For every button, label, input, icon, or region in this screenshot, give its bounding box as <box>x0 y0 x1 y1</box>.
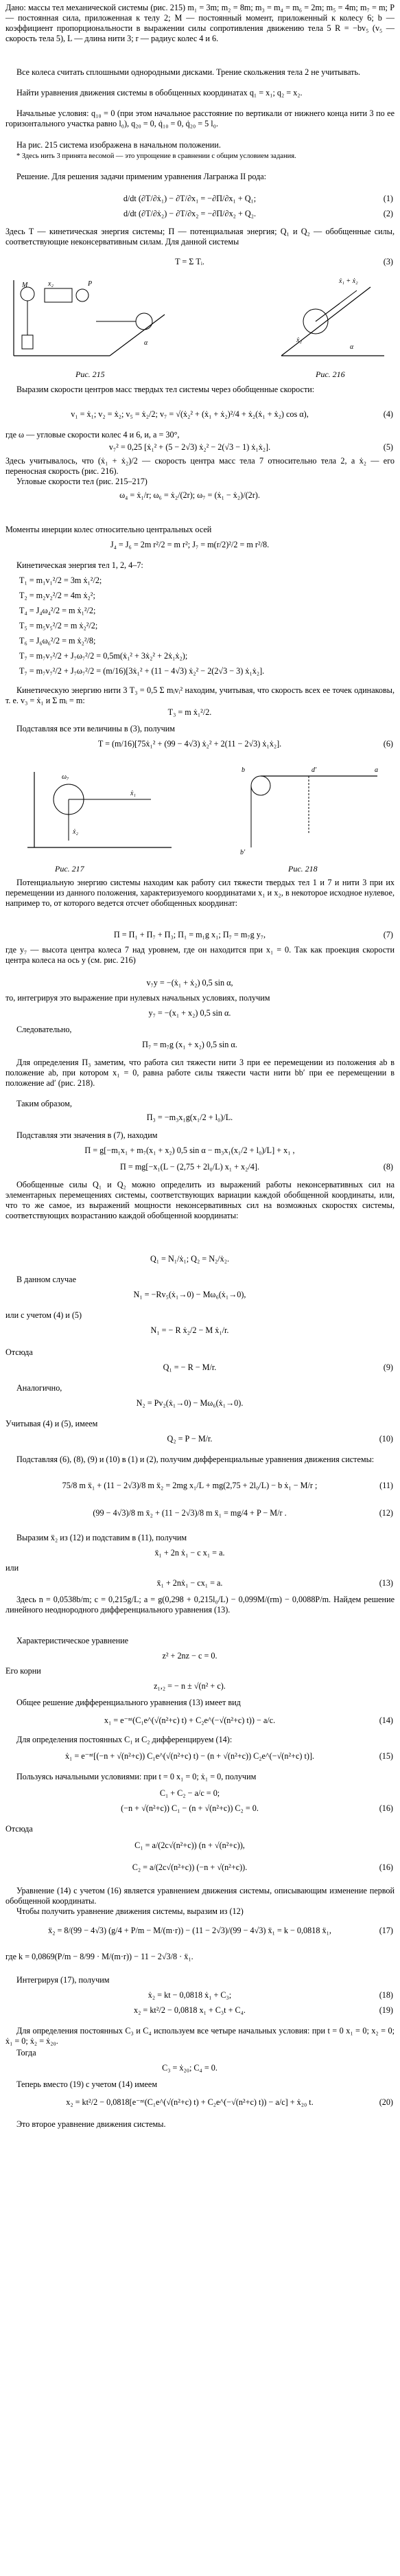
paragraph: Чтобы получить уравнение движения системы, выразим из (12) <box>16 1906 244 1916</box>
figure-caption: Рис. 216 <box>316 369 345 379</box>
svg-text:P: P <box>88 280 93 288</box>
equation: x₂ = kt²/2 − 0,0818[e⁻ⁿᵗ(C₁e^(√(n²+c) t) + C₂e^(−√(n²+c) t)) − a/c] + ẋ₂₀ t. <box>66 2097 314 2107</box>
equation-number: (7) <box>383 930 393 939</box>
equation: N₁ = − R ẋ₂/2 − M ẋ₁/r. <box>150 1325 229 1335</box>
problem-statement: Дано: массы тел механической системы (рис. 215) m₁ = 3m; m₂ = 8m; m₃ = m₄ = m₆ = 2m; m₅ = 4m; m₇ = m; P — постоянная сила, приложенная к телу 2; M — постоянный момент, приложенный к колесу 6; b — коэффициент пропорциональности в выражении силы сопротивления движению тела 5 R = −bv₅ (v₅ — скорость тела 5), L — длина нити 3; r — радиус колес 4 и 6. <box>5 3 395 43</box>
equation-number: (17) <box>379 1926 393 1935</box>
svg-text:ẋ₁ + ẋ₂: ẋ₁ + ẋ₂ <box>339 277 358 285</box>
figure-caption: Рис. 218 <box>288 864 318 874</box>
equation: T₇ = m₇v₇²/2 + J₇ω₇²/2 = (m/16)[3ẋ₁² + (11 − 4√3) ẋ₂² − 2(2√3 − 3) ẋ₁ẋ₂]. <box>19 666 265 676</box>
equation: T₅ = m₅v₅²/2 = m ẋ₂²/2; <box>19 621 98 630</box>
equation: y₇ = −(x₁ + x₂) 0,5 sin α. <box>148 1008 231 1018</box>
svg-text:M: M <box>22 282 28 289</box>
paragraph: Пользуясь начальными условиями: при t = 0 x₁ = 0; ẋ₁ = 0, получим <box>16 1772 257 1781</box>
equation: ẍ₂ = 8/(99 − 4√3) (g/4 + P/m − M/(m·r)) − (11 − 2√3)/(99 − 4√3) ẍ₁ = k − 0,0818 ẍ₁, <box>48 1926 331 1935</box>
equation: T₆ = J₆ω₆²/2 = m ẋ₂²/8; <box>19 636 96 646</box>
equation: ẋ₁ = e⁻ⁿᵗ[(−n + √(n²+c)) C₁e^(√(n²+c) t) − (n + √(n²+c)) C₂e^(−√(n²+c) t)]. <box>64 1751 315 1761</box>
equation: T₄ = J₄ω₄²/2 = m ẋ₁²/2; <box>19 606 96 615</box>
paragraph: или с учетом (4) и (5) <box>5 1310 82 1320</box>
svg-text:α: α <box>144 339 148 347</box>
equation: П = П₁ + П₇ + П₃; П₁ = m₁g x₁; П₇ = m₇g y₇, <box>113 930 266 939</box>
equation-number: (4) <box>383 409 393 419</box>
equation-number: (18) <box>379 1990 393 2000</box>
equation: П₃ = −m₃x₁g(x₁/2 + l₀)/L. <box>146 1113 233 1122</box>
paragraph: Отсюда <box>5 1824 33 1834</box>
svg-text:ẋ₁: ẋ₁ <box>130 790 136 797</box>
paragraph: Кинетическую энергию нити 3 T₃ = 0,5 Σ mᵢvᵢ² находим, учитывая, что скорость всех ее точек одинаковы, т. е. v₃ = ẋ₁ и Σ mᵢ = m: <box>5 685 395 705</box>
equation: J₄ = J₆ = 2m r²/2 = m r²; J₇ = m(r/2)²/2 = m r²/8. <box>110 540 270 549</box>
equation: C₃ = ẋ₂₀; C₄ = 0. <box>162 2063 217 2073</box>
svg-text:ω₇: ω₇ <box>62 773 69 781</box>
paragraph: Для определения постоянных C₁ и C₂ дифференцируем (14): <box>16 1735 233 1744</box>
footnote: * Здесь нить 3 принята весомой — это упрощение в сравнении с общим условием задания. <box>16 152 296 160</box>
equation: N₂ = Pv₂(ẋ₁→0) − Mω₆(ẋ₁→0). <box>136 1398 244 1408</box>
paragraph: Выразим ẍ₂ из (12) и подставим в (11), получим <box>16 1533 187 1542</box>
equation: (−n + √(n²+c)) C₁ − (n + √(n²+c)) C₂ = 0. <box>121 1803 259 1813</box>
equation: T₇ = m₇v₇²/2 + J₇ω₇²/2 = 0,5m(ẋ₁² + 3ẋ₂² + 2ẋ₁ẋ₂); <box>19 651 188 661</box>
equation: d/dt (∂T/∂ẋ₂) − ∂T/∂x₂ = −∂П/∂x₂ + Q₂. <box>123 209 256 218</box>
paragraph: В данном случае <box>16 1275 76 1284</box>
equation: П₇ = m₇g (x₁ + x₂) 0,5 sin α. <box>142 1040 237 1049</box>
paragraph: Обобщенные силы Q₁ и Q₂ можно определить из выражений работы неконсервативных сил на элементарных перемещениях системы, соответствующих вариации каждой обобщенной координаты, или, что то же самое, из выражений мощности неконсервативных сил на возможных скоростях системы, соответствующих возрастанию каждой обобщенной координаты: <box>5 1180 395 1220</box>
svg-text:ẋ₂: ẋ₂ <box>296 337 302 344</box>
equation: C₁ + C₂ − a/c = 0; <box>159 1788 220 1798</box>
equation: z₁,₂ = − n ± √(n² + c). <box>154 1681 226 1691</box>
figure-caption: Рис. 217 <box>55 864 84 874</box>
equation-number: (13) <box>379 1578 393 1588</box>
equation: x₁ = e⁻ⁿᵗ(C₁e^(√(n²+c) t) + C₂e^(−√(n²+c) t)) − a/c. <box>104 1716 276 1725</box>
equation: П = mg[−x₁(L − (2,75 + 2l₀/L) x₁ + x₂/4]. <box>120 1162 259 1172</box>
paragraph: Его корни <box>5 1666 41 1676</box>
paragraph: где ω — угловые скорости колес 4 и 6, и, а = 30°, <box>5 430 180 440</box>
equation-number: (20) <box>379 2097 393 2107</box>
paragraph: Потенциальную энергию системы находим как работу сил тяжести твердых тел 1 и 7 и нити 3 при их перемещении из данного положения, характеризуемого координатами x₁ и x₂, в некоторое исходное нулевое, например то, от которого ведется отсчет обобщенных координат: <box>5 878 395 908</box>
paragraph: Угловые скорости тел (рис. 215–217) <box>16 477 148 486</box>
svg-text:α: α <box>350 343 354 351</box>
paragraph: где y₇ — высота центра колеса 7 над уровнем, где он находится при x₁ = 0. Так как проекция скорости центра колеса на ось y (см. рис. 216) <box>5 945 395 965</box>
equation: x₂ = kt²/2 − 0,0818 x₁ + C₃t + C₄. <box>134 2005 246 2015</box>
svg-text:ẋ₂: ẋ₂ <box>73 828 78 836</box>
paragraph: Подставляя все эти величины в (3), получим <box>16 724 176 733</box>
equation: (99 − 4√3)/8 m ẍ₂ + (11 − 2√3)/8 m ẍ₁ = mg/4 + P − M/r . <box>93 1508 287 1518</box>
equation-number: (5) <box>383 442 393 452</box>
paragraph: Аналогично, <box>16 1383 62 1393</box>
paragraph: где k = 0,0869(P/m − 8/99 · M/(m·r)) − 11 − 2√3/8 · ẍ₁. <box>5 1952 193 1961</box>
paragraph: Теперь вместо (19) с учетом (14) имеем <box>16 2079 158 2089</box>
equation: Q₂ = P − M/r. <box>167 1434 213 1444</box>
equation: d/dt (∂T/∂ẋ₁) − ∂T/∂x₁ = −∂П/∂x₁ + Q₁; <box>123 194 257 203</box>
equation-number: (3) <box>383 257 393 266</box>
paragraph: Общее решение дифференциального уравнения (13) имеет вид <box>16 1698 241 1707</box>
svg-text:d′: d′ <box>311 766 317 774</box>
equation-number: (10) <box>379 1434 393 1444</box>
equation: T = Σ Tᵢ. <box>175 257 204 266</box>
paragraph: Выразим скорости центров масс твердых тел системы через обобщенные скорости: <box>16 385 315 394</box>
paragraph: Это второе уравнение движения системы. <box>16 2119 166 2129</box>
equation: N₁ = −Rv₅(ẋ₁→0) − Mω₆(ẋ₁→0), <box>133 1290 246 1299</box>
paragraph: Следовательно, <box>16 1025 72 1034</box>
svg-text:b′: b′ <box>240 849 246 856</box>
equation: Q₁ = N₁/ẋ₁; Q₂ = N₂/ẋ₂. <box>150 1254 230 1264</box>
paragraph: Характеристическое уравнение <box>16 1636 129 1645</box>
equation: ω₄ = ẋ₁/r; ω₆ = ẋ₂/(2r); ω₇ = (ẋ₁ − ẋ₂)/(2r). <box>119 490 260 500</box>
equation-number: (11) <box>379 1481 393 1490</box>
equation-number: (6) <box>383 739 393 749</box>
equation: z² + 2nz − c = 0. <box>162 1651 217 1661</box>
figure-216 <box>268 273 391 369</box>
paragraph: Для определения постоянных C₃ и C₄ используем все четыре начальных условия: при t = 0 x₁ = 0; x₂ = 0; ẋ₁ = 0; ẋ₂ = ẋ₂₀. <box>5 2026 395 2046</box>
paragraph: Здесь учитывалось, что (ẋ₁ + ẋ₂)/2 — скорость центра масс тела 7 относительно тела 2, а ẋ₂ — его переносная скорость (рис. 216). <box>5 456 395 476</box>
equation: C₂ = a/(2c√(n²+c)) (−n + √(n²+c)). <box>132 1862 248 1872</box>
figure-215 <box>7 273 206 369</box>
paragraph: Начальные условия: q₁₀ = 0 (при этом начальное расстояние по вертикали от нижнего конца нити 3 по ее горизонтального участка равно l₀), q₂₀ = 0, q̇₁₀ = 0, q̇₂₀ = 5 l₀. <box>5 109 395 128</box>
paragraph: то, интегрируя это выражение при нулевых начальных условиях, получим <box>5 993 270 1003</box>
equation: T₁ = m₁v₁²/2 = 3m ẋ₁²/2; <box>19 575 102 585</box>
equation-number: (14) <box>379 1716 393 1725</box>
equation-number: (8) <box>383 1162 393 1172</box>
paragraph: Здесь n = 0,0538b/m; c = 0,215g/L; a = g(0,298 + 0,215l₀/L) − 0,099M/(rm) − 0,0088P/m. Найдем решение линейного неоднородного дифференциального уравнения (13). <box>5 1595 395 1615</box>
equation-number: (2) <box>383 209 393 218</box>
paragraph: Найти уравнения движения системы в обобщенных координатах q₁ = x₁; q₂ = x₂. <box>16 88 303 98</box>
equation: ẋ₂ = kt − 0,0818 ẋ₁ + C₃; <box>148 1990 232 2000</box>
equation: Q₁ = − R − M/r. <box>163 1363 217 1372</box>
equation: 75/8 m ẍ₁ + (11 − 2√3)/8 m ẍ₂ = 2mg x₁/L + mg(2,75 + 2l₀/L) − b ẋ₁ − M/r ; <box>62 1481 318 1490</box>
svg-text:b: b <box>242 766 245 774</box>
paragraph: Решение. Для решения задачи применим уравнения Лагранжа II рода: <box>16 172 267 181</box>
equation: П = g[−m₁x₁ + m₇(x₁ + x₂) 0,5 sin α − m₃x₁(x₁/2 + l₀)/L] + x₁ , <box>84 1145 295 1155</box>
equation-number: (9) <box>383 1363 393 1372</box>
equation-number: (16) <box>379 1862 393 1872</box>
equation: T₂ = m₂v₂²/2 = 4m ẋ₂²; <box>19 591 95 600</box>
figure-217 <box>14 758 178 861</box>
equation: T = (m/16)[75ẋ₁² + (99 − 4√3) ẋ₂² + 2(11 − 2√3) ẋ₁ẋ₂]. <box>97 739 282 749</box>
paragraph: Уравнение (14) с учетом (16) является уравнением движения системы, описывающим изменение первой обобщенной координаты. <box>5 1886 395 1906</box>
paragraph: Отсюда <box>5 1347 33 1357</box>
equation: v₇y = −(ẋ₁ + ẋ₂) 0,5 sin α, <box>146 978 233 988</box>
paragraph: Здесь T — кинетическая энергия системы; П — потенциальная энергия; Q₁ и Q₂ — обобщенные силы, соответствующие неконсервативным силам. Для данной системы <box>5 227 395 247</box>
paragraph: или <box>5 1563 19 1573</box>
paragraph: Подставляя эти значения в (7), находим <box>16 1130 158 1140</box>
figure-caption: Рис. 215 <box>75 369 105 379</box>
paragraph: Тогда <box>16 2048 36 2058</box>
paragraph: Для определения П₃ заметим, что работа сил тяжести нити 3 при ее перемещении из положения ab в положение ab, при котором x₁ = 0, равна работе силы тяжести части нити bb′ при ее перемещении в положение ad′ (рис. 218). <box>5 1058 395 1088</box>
paragraph: Все колеса считать сплошными однородными дисками. Трение скольжения тела 2 не учитывать. <box>16 67 361 77</box>
equation: v₇² = 0,25 [ẋ₁² + (5 − 2√3) ẋ₂² − 2(√3 − 1) ẋ₁ẋ₂]. <box>108 442 271 452</box>
paragraph: Подставляя (6), (8), (9) и (10) в (1) и (2), получим дифференциальные уравнения движения системы: <box>16 1455 375 1464</box>
paragraph: Кинетическая энергия тел 1, 2, 4–7: <box>16 560 143 570</box>
paragraph: Таким образом, <box>16 1099 72 1108</box>
equation-number: (1) <box>383 194 393 203</box>
equation-number: (12) <box>379 1508 393 1518</box>
equation-number: (16) <box>379 1803 393 1813</box>
svg-text:a: a <box>375 766 378 774</box>
equation-number: (15) <box>379 1751 393 1761</box>
paragraph: Интегрируя (17), получим <box>16 1975 110 1985</box>
equation: C₁ = a/(2c√(n²+c)) (n + √(n²+c)), <box>134 1840 245 1850</box>
equation: ẍ₁ + 2n ẋ₁ − c x₁ = a. <box>154 1548 225 1558</box>
svg-text:x₂: x₂ <box>48 280 54 288</box>
figure-218 <box>220 758 391 861</box>
equation-number: (19) <box>379 2005 393 2015</box>
equation: ẍ₁ + 2nẋ₁ − cx₁ = a. <box>156 1578 223 1588</box>
paragraph: На рис. 215 система изображена в начальном положении. <box>16 140 221 150</box>
paragraph: Учитывая (4) и (5), имеем <box>5 1419 98 1428</box>
equation: T₃ = m ẋ₁²/2. <box>167 707 212 717</box>
equation: v₁ = ẋ₁; v₂ = ẋ₂; v₅ = ẋ₂/2; v₇ = √(ẋ₂² + (ẋ₁ + ẋ₂)²/4 + ẋ₂(ẋ₁ + ẋ₂) cos α), <box>71 409 309 419</box>
paragraph: Моменты инерции колес относительно центральных осей <box>5 525 212 534</box>
